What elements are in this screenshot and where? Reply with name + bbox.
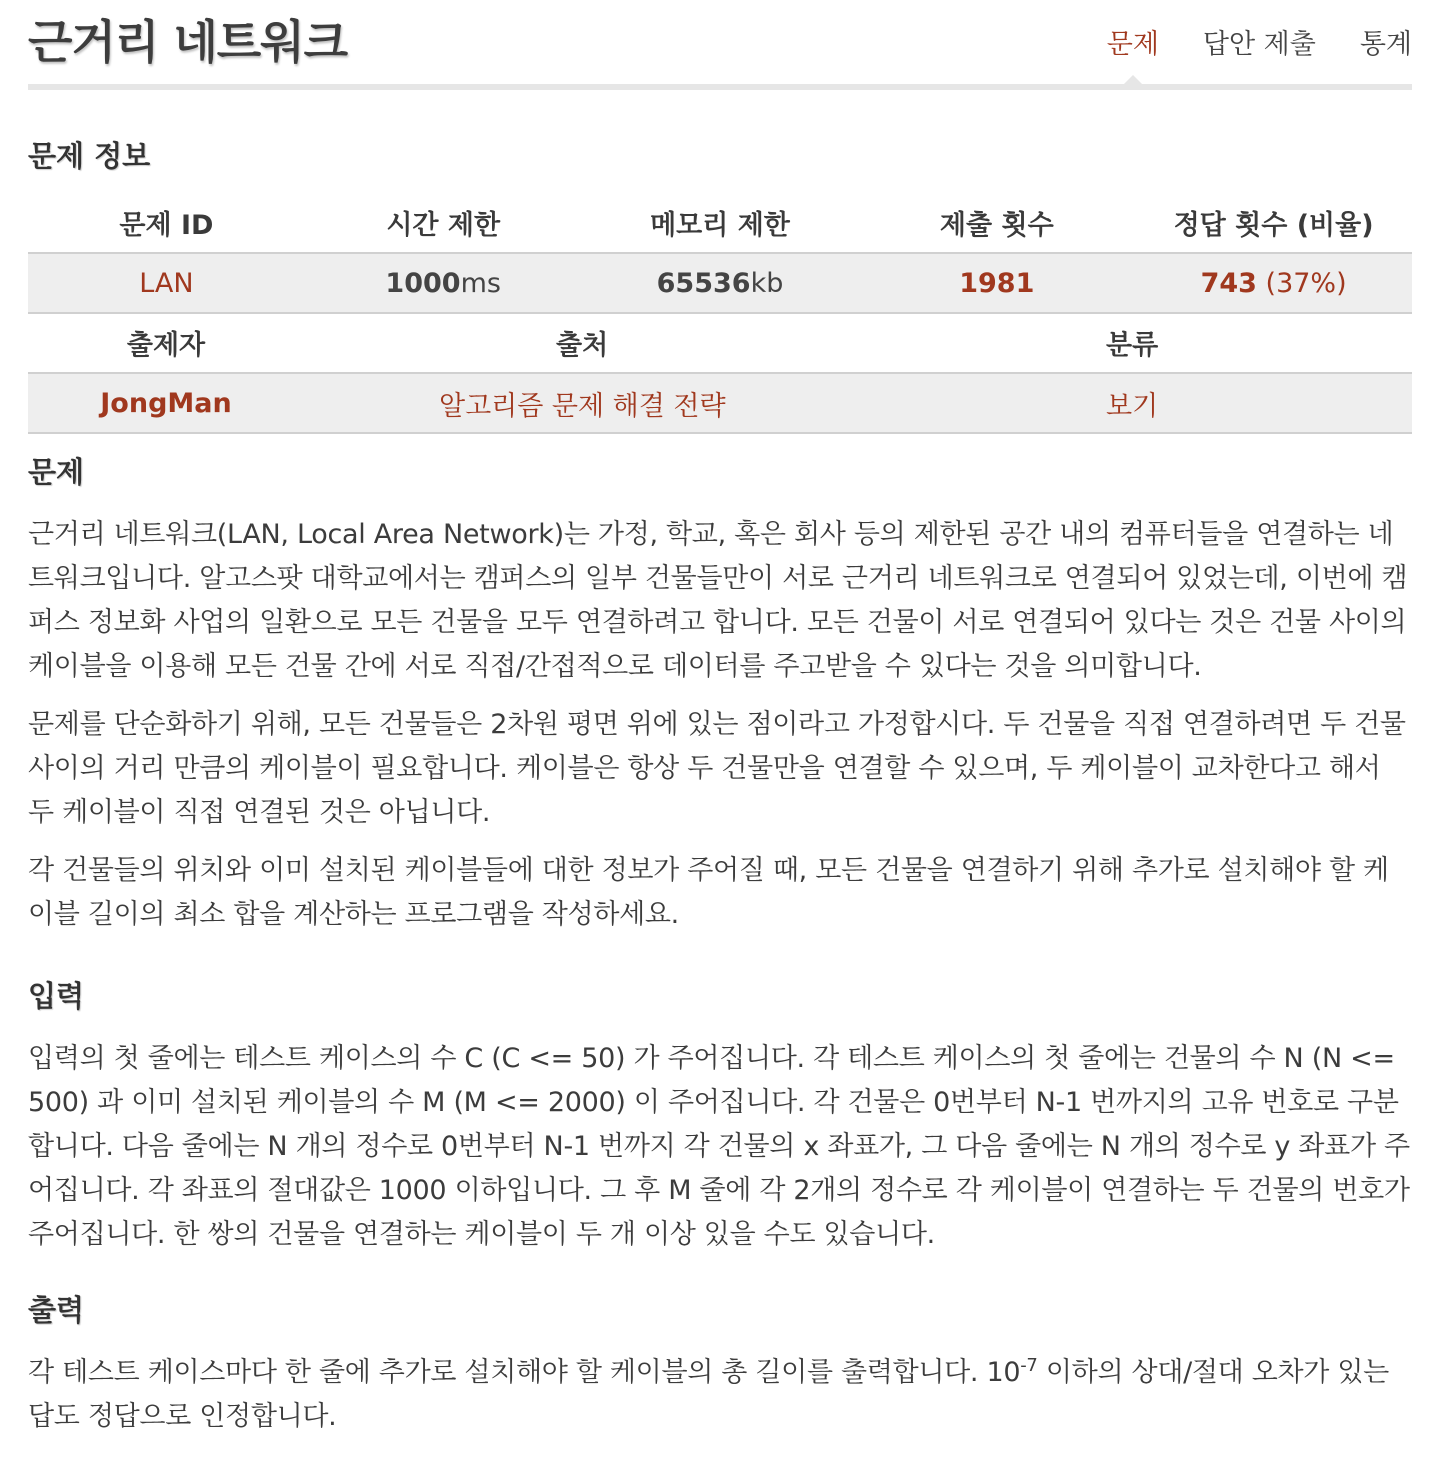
output-exponent: -7 <box>1020 1355 1038 1376</box>
header-memory-limit: 메모리 제한 <box>650 209 790 241</box>
info-section-title: 문제 정보 <box>28 139 151 173</box>
memory-limit-value: 65536 <box>656 267 751 299</box>
header-divider <box>28 84 1412 90</box>
time-limit-value: 1000 <box>385 267 461 299</box>
problem-page <box>28 0 1412 1432</box>
output-text-after: 이하의 상대/절대 오차가 있는 답도 정답으로 인정합니다. <box>28 1357 1389 1432</box>
problem-id: LAN <box>139 267 194 299</box>
header-accepted: 정답 횟수 (비율) <box>1173 209 1374 241</box>
memory-limit-cell <box>582 253 859 313</box>
problem-paragraph-1: 근거리 네트워크(LAN, Local Area Network)는 가정, 학교, 혹은 회사 등의 제한된 공간 내의 컴퓨터들을 연결하는 네트워크입니다. 알고스팟 대학교에서는 캠퍼스의 일부 건물들만이 서로 근거리 네트워크로 연결되어 있었는데, 이번에 캠퍼스 정보화 사업의 일환으로 모든 건물을 모두 연결하려고 합니다. 모든 건물이 서로 연결되어 있다는 것은 건물 사이의 케이블을 이용해 모든 건물 간에 서로 직접/간접적으로 데이터를 주고받을 수 있다는 것을 의미합니다. <box>28 519 1408 682</box>
submissions-link[interactable]: 1981 <box>959 267 1035 299</box>
header-time-limit: 시간 제한 <box>386 209 501 241</box>
header-source: 출처 <box>556 329 609 361</box>
time-limit-cell <box>305 253 582 313</box>
tab-stats[interactable]: 통계 <box>1359 29 1412 60</box>
accepted-link[interactable]: 743 <box>1200 267 1257 299</box>
tab-problem[interactable]: 문제 <box>1107 22 1159 61</box>
output-paragraph <box>28 1351 1412 1439</box>
problem-paragraph-2: 문제를 단순화하기 위해, 모든 건물들은 2차원 평면 위에 있는 점이라고 가정합시다. 두 건물을 직접 연결하려면 두 건물 사이의 거리 만큼의 케이블이 필요합니다. 케이블은 항상 두 건물만을 연결할 수 있으며, 두 케이블이 교차한다고 해서 두 케이블이 직접 연결된 것은 아닙니다. <box>28 709 1406 828</box>
output-title: 출력 <box>28 1293 85 1327</box>
accepted-cell <box>1135 253 1412 313</box>
problem-section <box>28 450 1412 951</box>
input-paragraph: 입력의 첫 줄에는 테스트 케이스의 수 C (C <= 50) 가 주어집니다. 각 테스트 케이스의 첫 줄에는 건물의 수 N (N <= 500) 과 이미 설치된 케이블의 수 M (M <= 2000) 이 주어집니다. 각 건물은 0번부터 N-1 번까지의 고유 번호로 구분합니다. 다음 줄에는 N 개의 정수로 0번부터 N-1 번까지 각 건물의 x 좌표가, 그 다음 줄에는 N 개의 정수로 y 좌표가 주어집니다. 각 좌표의 절대값은 1000 이하입니다. 그 후 M 줄에 각 2개의 정수로 각 케이블이 연결하는 두 건물의 번호가 주어집니다. 한 쌍의 건물을 연결하는 케이블이 두 개 이상 있을 수도 있습니다. <box>28 1043 1410 1250</box>
info-table-meta <box>28 312 1412 434</box>
category-cell <box>856 373 1412 433</box>
input-section <box>28 974 1412 1271</box>
submissions-cell <box>858 253 1135 313</box>
problem-id-cell <box>28 253 305 313</box>
header <box>28 0 1412 90</box>
source-link[interactable]: 알고리즘 문제 해결 전략 <box>439 390 726 422</box>
tab-nav <box>1107 22 1412 61</box>
header-problem-id: 문제 ID <box>119 209 214 241</box>
author-cell <box>28 373 304 433</box>
input-title: 입력 <box>28 979 85 1013</box>
output-section <box>28 1288 1412 1453</box>
accepted-ratio: (37%) <box>1265 267 1347 299</box>
source-cell <box>304 373 856 433</box>
header-category: 분류 <box>1106 329 1159 361</box>
tab-submit[interactable]: 답안 제출 <box>1202 29 1316 60</box>
info-table-limits <box>28 192 1412 314</box>
problem-title: 문제 <box>28 455 85 489</box>
problem-paragraph-3: 각 건물들의 위치와 이미 설치된 케이블들에 대한 정보가 주어질 때, 모든 건물을 연결하기 위해 추가로 설치해야 할 케이블 길이의 최소 합을 계산하는 프로그램을 작성하세요. <box>28 855 1389 930</box>
header-author: 출제자 <box>126 329 206 361</box>
time-limit-unit: ms <box>460 267 501 299</box>
category-link[interactable]: 보기 <box>1106 390 1159 422</box>
header-submissions: 제출 횟수 <box>939 209 1054 241</box>
page-title: 근거리 네트워크 <box>28 15 348 69</box>
output-text-before: 각 테스트 케이스마다 한 줄에 추가로 설치해야 할 케이블의 총 길이를 출력합니다. 10 <box>28 1357 1021 1388</box>
memory-limit-unit: kb <box>750 267 784 299</box>
author-link[interactable]: JongMan <box>100 387 232 419</box>
